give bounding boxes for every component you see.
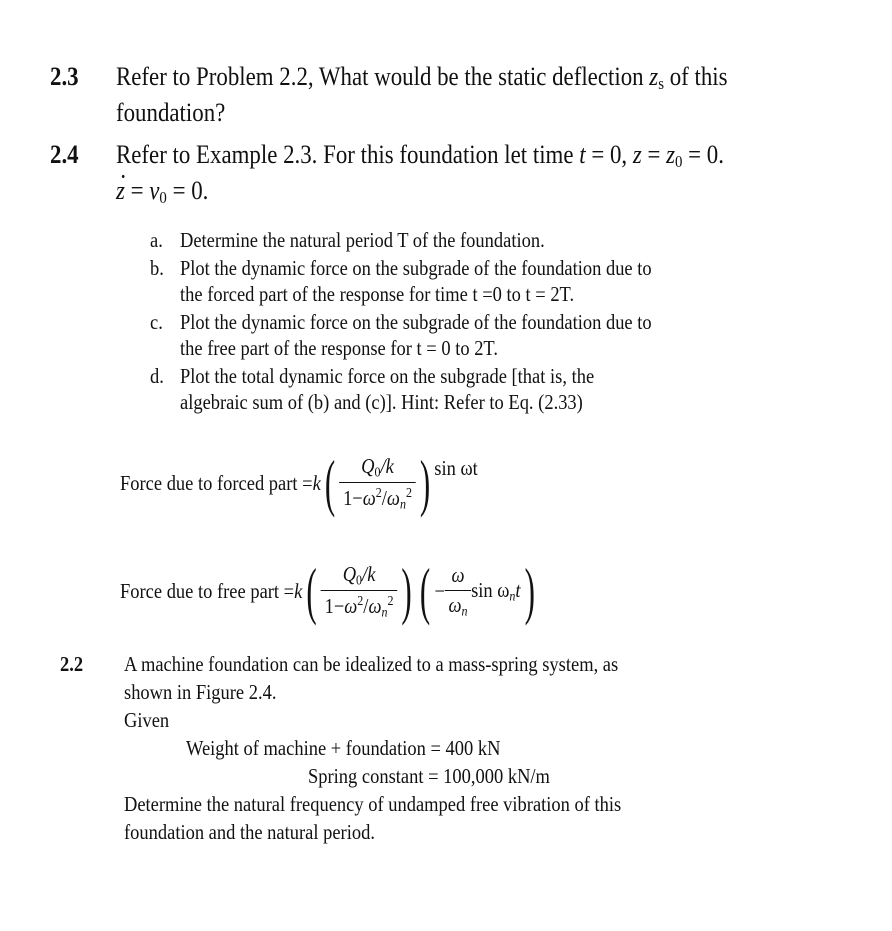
- free-part-label: Force due to free part =: [120, 578, 295, 603]
- left-paren-2: (: [420, 555, 431, 626]
- one-minus: 1−: [324, 594, 345, 619]
- sup-2: 2: [357, 592, 364, 608]
- problem-2-3-number: 2.3: [50, 62, 79, 91]
- eq-2: = 0.: [682, 140, 724, 169]
- omega-n: ω: [448, 592, 462, 617]
- var-q: Q: [361, 453, 375, 478]
- var-t: t: [579, 140, 586, 169]
- sin-omega-n-t: [471, 578, 521, 604]
- item-c-label: c.: [150, 310, 163, 334]
- problem-2-2-line-2: shown in Figure 2.4.: [124, 680, 277, 704]
- var-q: Q: [342, 561, 357, 586]
- problem-2-4-line-2: [116, 176, 208, 208]
- right-paren: ): [419, 447, 431, 518]
- item-b-label: b.: [150, 256, 164, 280]
- eq-3: =: [124, 176, 150, 205]
- problem-2-2-line-1: A machine foundation can be idealized to a mass-spring system, as: [124, 652, 619, 676]
- sup-2: 2: [387, 592, 394, 608]
- sub-s: s: [658, 74, 665, 94]
- sin-omega-t: sin ωt: [434, 456, 478, 480]
- item-c-line-1: Plot the dynamic force on the subgrade of the foundation due to: [180, 310, 652, 334]
- sin-omega: sin ω: [471, 577, 510, 602]
- problem-2-4-text: Refer to Example 2.3. For this foundation let time: [116, 140, 580, 169]
- fraction-denominator: $1-\omega^2/\omega_n^2$: [340, 482, 416, 513]
- left-paren: (: [306, 555, 317, 626]
- slash-k: /k: [380, 453, 394, 478]
- var-t: t: [515, 577, 521, 602]
- eq-1: =: [641, 140, 667, 169]
- var-k: k: [294, 578, 303, 603]
- free-part-formula: [120, 548, 539, 634]
- n: n: [381, 604, 388, 620]
- omega: ω: [362, 486, 376, 511]
- ratio-numerator: [448, 563, 468, 590]
- n: n: [461, 603, 468, 619]
- free-fraction: [321, 562, 397, 621]
- n: n: [399, 496, 406, 512]
- fraction-denominator: $1-\omega^2/\omega_n^2$: [321, 590, 397, 621]
- item-d-line-2: algebraic sum of (b) and (c)]. Hint: Refer to Eq. (2.33): [180, 390, 583, 414]
- right-paren: ): [401, 555, 412, 626]
- forced-fraction: [340, 454, 416, 513]
- var-z0: z: [666, 140, 676, 169]
- fraction-numerator: [358, 454, 398, 482]
- var-k: k: [312, 470, 321, 495]
- problem-2-2-number: 2.2: [60, 652, 84, 676]
- spring-constant-line: Spring constant = 100,000 kN/m: [308, 764, 550, 788]
- problem-2-3-line-1: [116, 62, 728, 94]
- omega-n: ω: [386, 486, 400, 511]
- sup-2: 2: [405, 484, 412, 500]
- problem-2-3-line-2: foundation?: [116, 98, 226, 127]
- right-paren-2: ): [524, 555, 536, 626]
- item-c-line-2: the free part of the response for t = 0 to 2T.: [180, 336, 498, 360]
- item-b-line-2: the forced part of the response for time t =0 to t = 2T.: [180, 282, 575, 306]
- item-a-line-1: Determine the natural period T of the foundation.: [180, 228, 545, 252]
- var-z: z: [632, 140, 642, 169]
- problem-2-3-text: Refer to Problem 2.2, What would be the static deflection: [116, 62, 650, 91]
- sub-q0: 0: [374, 463, 381, 479]
- sub-n: [462, 603, 468, 618]
- eq-4: = 0.: [166, 176, 209, 205]
- sub-0: 0: [675, 152, 683, 172]
- var-z-dot: z ·: [116, 176, 125, 205]
- omega: ω: [451, 562, 465, 587]
- one-minus: 1−: [343, 486, 363, 511]
- weight-line: Weight of machine + foundation = 400 kN: [186, 736, 501, 760]
- item-b-line-1: Plot the dynamic force on the subgrade of the foundation due to: [180, 256, 652, 280]
- sub-v0: 0: [159, 188, 167, 208]
- n: n: [509, 588, 516, 604]
- item-d-line-1: Plot the total dynamic force on the subgrade [that is, the: [180, 364, 595, 388]
- given-label: Given: [124, 708, 170, 732]
- minus-sign: −: [434, 578, 445, 603]
- problem-2-2-line-3: Determine the natural frequency of undamped free vibration of this: [124, 792, 622, 816]
- item-a-label: a.: [150, 228, 163, 252]
- forced-part-label: Force due to forced part =: [120, 470, 313, 495]
- omega-n: ω: [368, 594, 382, 619]
- eq-0: = 0,: [585, 140, 633, 169]
- problem-2-2-line-4: foundation and the natural period.: [124, 820, 375, 844]
- omega: ω: [344, 594, 358, 619]
- sub-q0: 0: [356, 571, 363, 587]
- item-d-label: d.: [150, 364, 164, 388]
- forced-part-formula: [120, 440, 478, 526]
- problem-2-4-number: 2.4: [50, 140, 79, 169]
- ratio-denominator: [445, 590, 471, 619]
- sup-2: 2: [375, 484, 382, 500]
- slash-k: /k: [362, 561, 376, 586]
- omega-ratio: [445, 563, 471, 619]
- left-paren: (: [325, 447, 336, 518]
- problem-2-4-line-1: [116, 140, 724, 172]
- fraction-numerator: [339, 562, 379, 590]
- var-v: v: [149, 176, 160, 205]
- problem-2-3-text-end: of this: [664, 62, 728, 91]
- var-z: z: [649, 62, 659, 91]
